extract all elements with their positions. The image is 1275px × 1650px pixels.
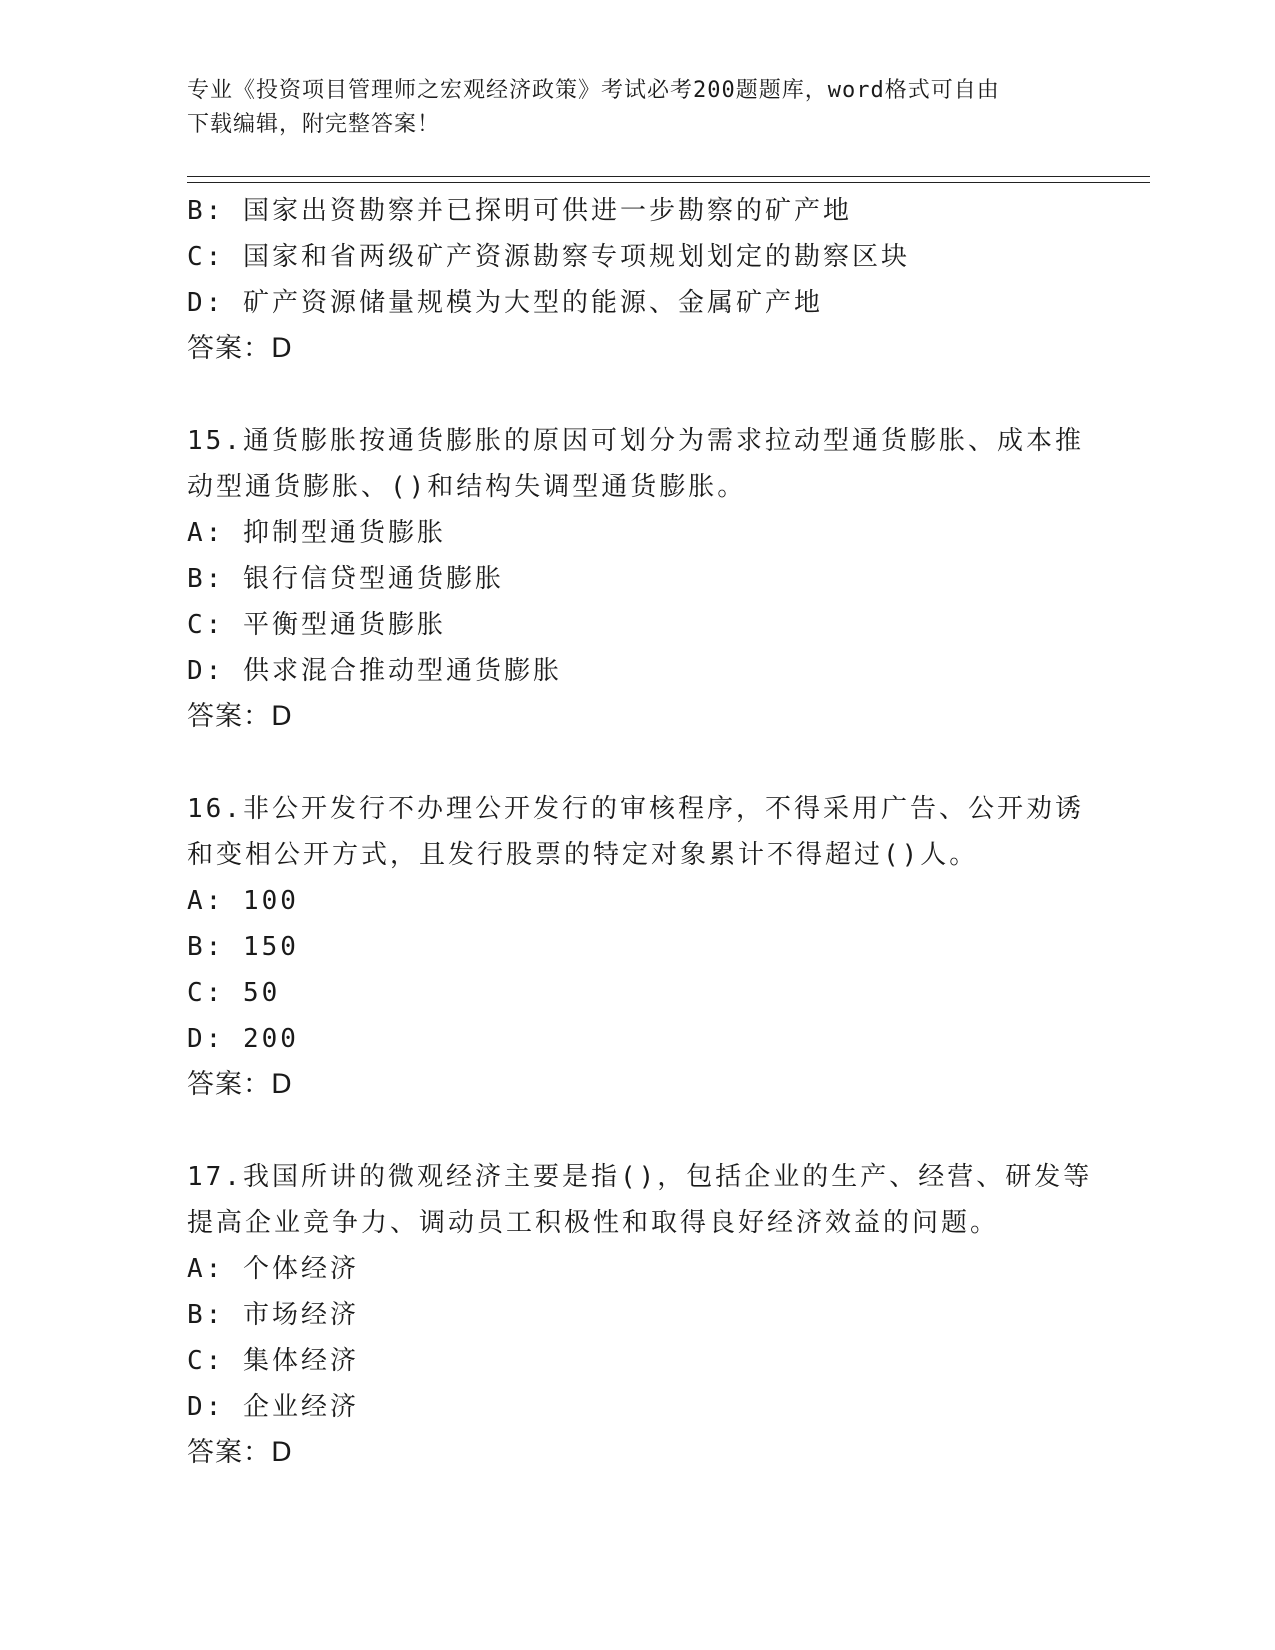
question-16	[187, 786, 1087, 1108]
option-c: C: 国家和省两级矿产资源勘察专项规划划定的勘察区块	[187, 242, 910, 272]
header-divider-bottom	[187, 182, 1150, 183]
option-d: D: 供求混合推动型通货膨胀	[187, 656, 562, 686]
option-d: D: 企业经济	[187, 1392, 359, 1422]
document-header	[187, 74, 1067, 142]
answer-line: 答案：D	[187, 701, 293, 732]
option-c: C: 50	[187, 978, 281, 1008]
option-c: C: 平衡型通货膨胀	[187, 610, 446, 640]
spacer	[187, 740, 1087, 786]
spacer	[187, 1108, 1087, 1154]
option-b: B: 150	[187, 932, 299, 962]
header-line-2: 下载编辑，附完整答案！	[187, 112, 441, 137]
question-stem-line: 和变相公开方式，且发行股票的特定对象累计不得超过()人。	[187, 840, 979, 870]
answer-line: 答案：D	[187, 1437, 293, 1468]
question-17	[187, 1154, 1093, 1476]
option-b: B: 市场经济	[187, 1300, 359, 1330]
header-divider-top	[187, 176, 1150, 177]
option-b: B: 银行信贷型通货膨胀	[187, 564, 504, 594]
option-c: C: 集体经济	[187, 1346, 359, 1376]
option-a: A: 抑制型通货膨胀	[187, 518, 446, 548]
question-stem-line: 动型通货膨胀、()和结构失调型通货膨胀。	[187, 472, 747, 502]
spacer	[187, 372, 1087, 418]
option-a: A: 个体经济	[187, 1254, 359, 1284]
question-15	[187, 418, 1087, 740]
option-d: D: 200	[187, 1024, 299, 1054]
question-stem-line: 16.非公开发行不办理公开发行的审核程序，不得采用广告、公开劝诱	[187, 794, 1084, 824]
answer-line: 答案：D	[187, 1069, 293, 1100]
question-stem-line: 15.通货膨胀按通货膨胀的原因可划分为需求拉动型通货膨胀、成本推	[187, 426, 1084, 456]
answer-line: 答案：D	[187, 333, 293, 364]
question-14-continued	[187, 188, 1087, 372]
document-body	[187, 188, 1093, 1476]
option-b: B: 国家出资勘察并已探明可供进一步勘察的矿产地	[187, 196, 852, 226]
option-d: D: 矿产资源储量规模为大型的能源、金属矿产地	[187, 288, 823, 318]
question-stem-line: 17.我国所讲的微观经济主要是指()，包括企业的生产、经营、研发等	[187, 1162, 1093, 1192]
option-a: A: 100	[187, 886, 299, 916]
header-line-1: 专业《投资项目管理师之宏观经济政策》考试必考200题题库，word格式可自由	[187, 78, 1000, 103]
question-stem-line: 提高企业竞争力、调动员工积极性和取得良好经济效益的问题。	[187, 1208, 1000, 1238]
